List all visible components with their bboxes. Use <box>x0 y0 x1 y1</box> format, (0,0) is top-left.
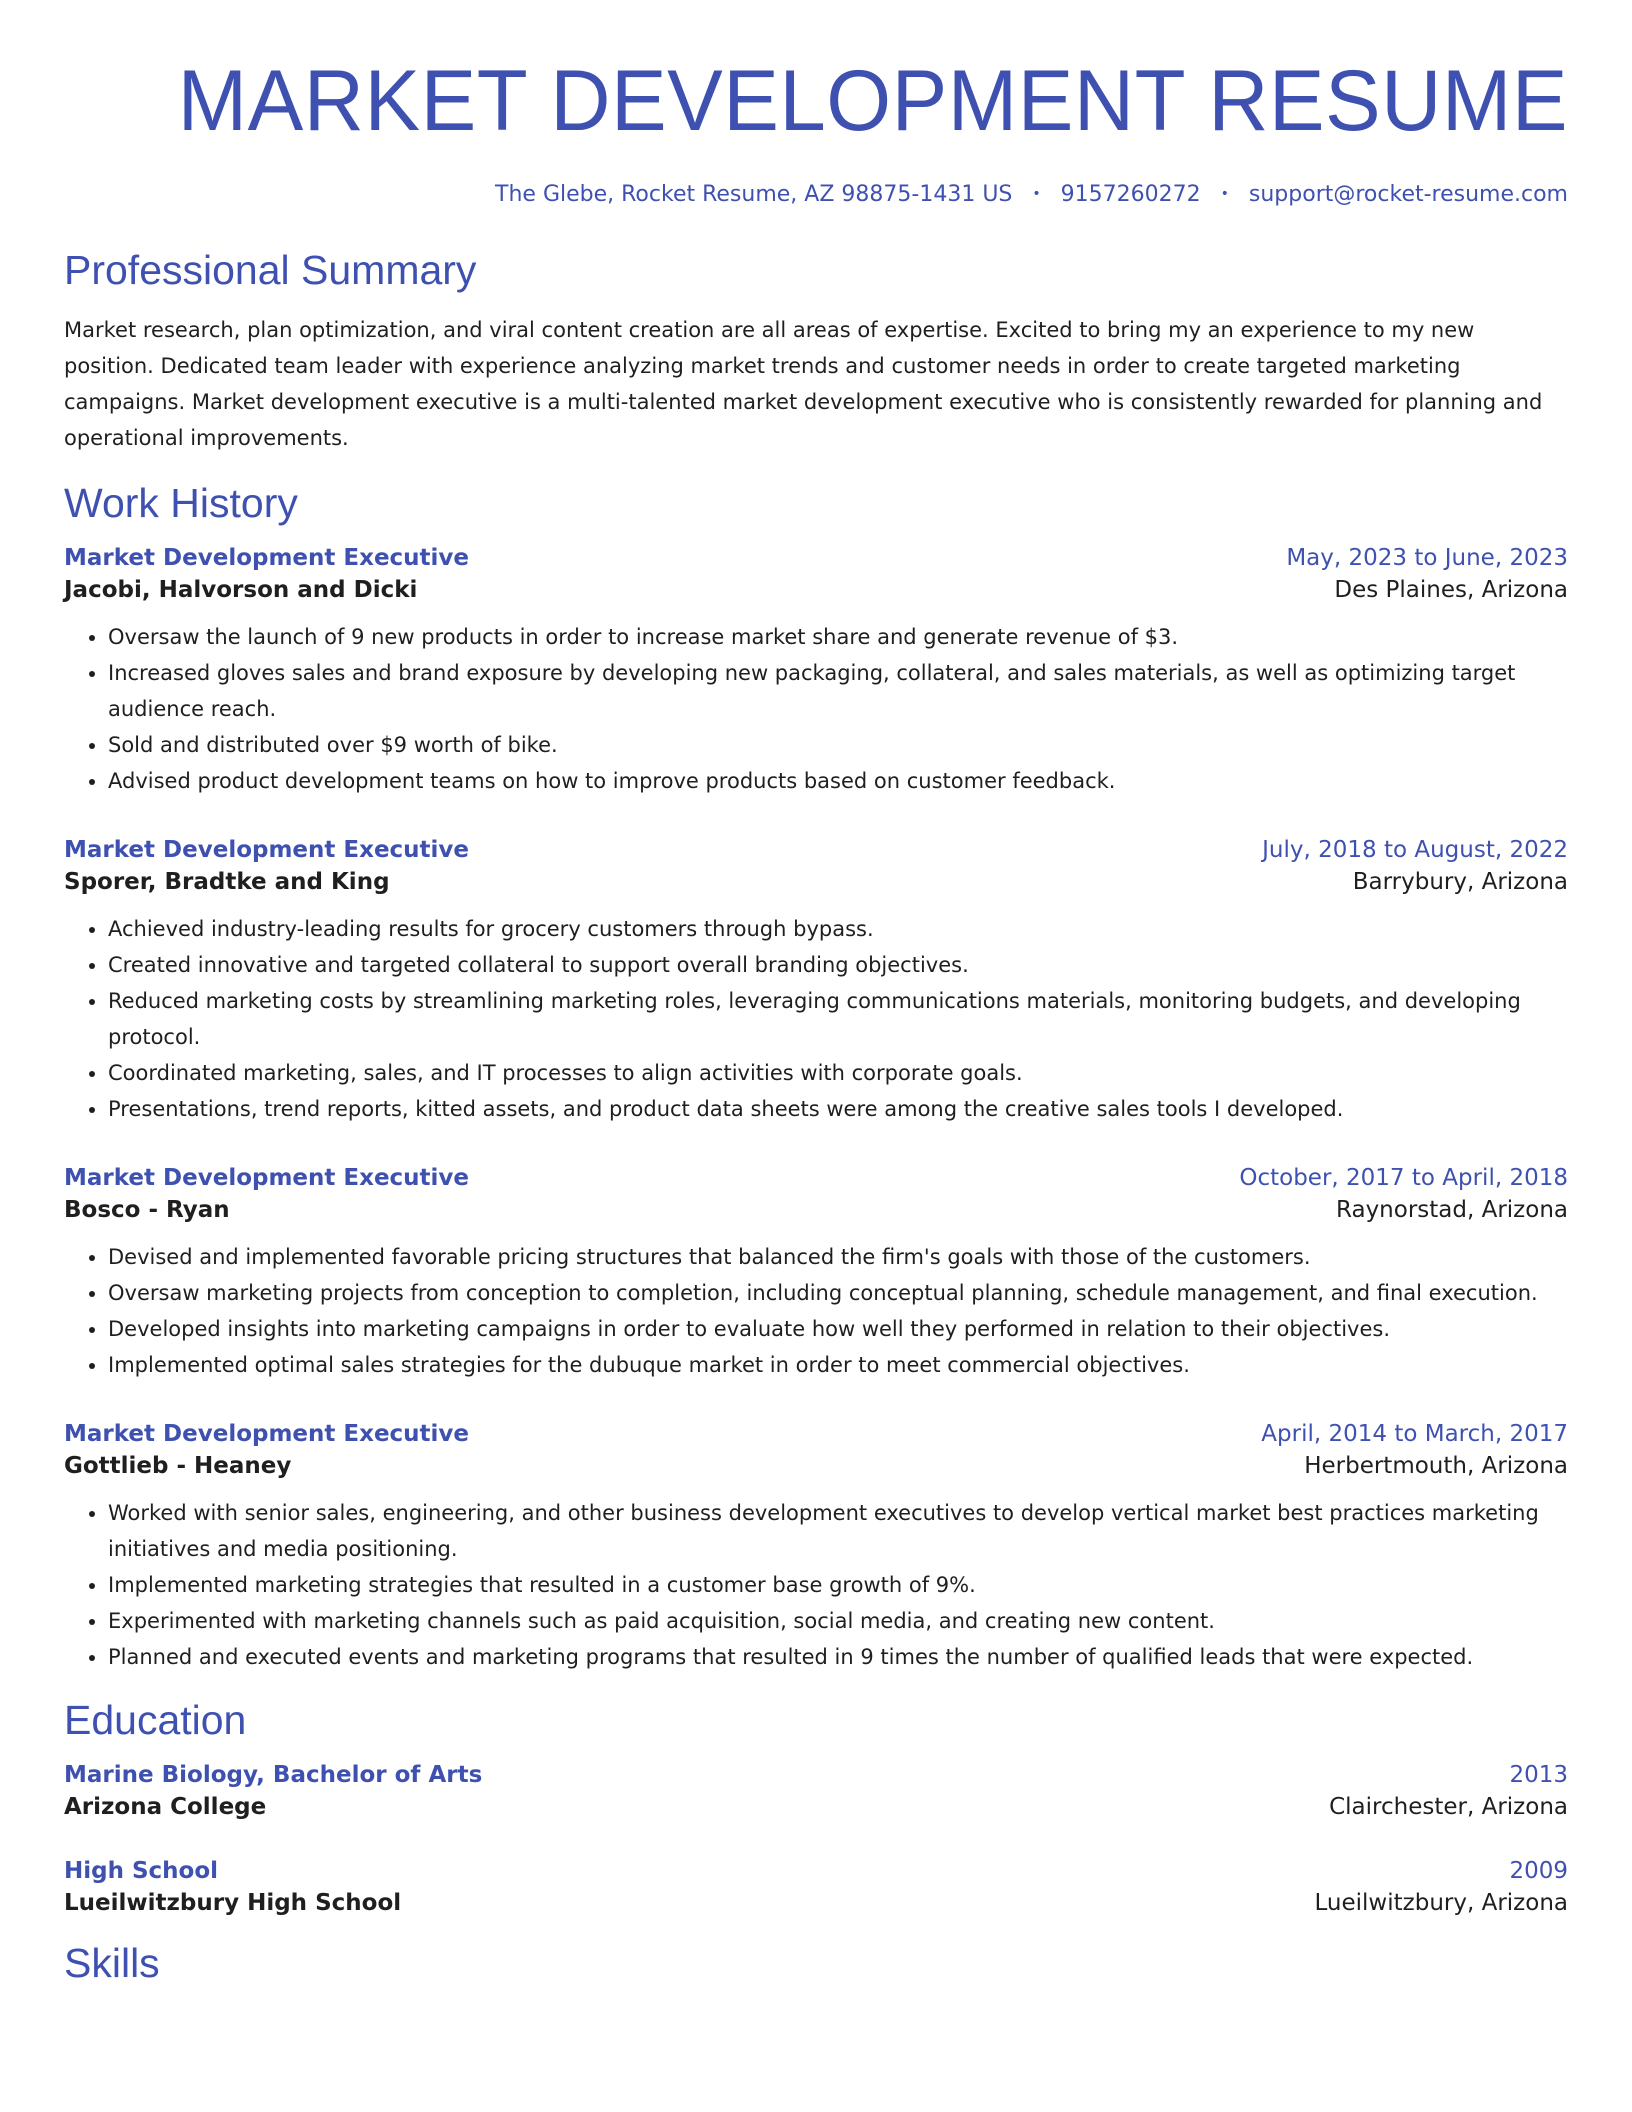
job-company: Bosco - Ryan <box>64 1197 230 1223</box>
job-company: Jacobi, Halvorson and Dicki <box>64 577 418 603</box>
bullet-item: • Coordinated marketing, sales, and IT processes to align activities with corporate goals. <box>108 1055 1568 1091</box>
education-location: Lueilwitzbury, Arizona <box>1314 1890 1568 1916</box>
bullet-item: • Developed insights into marketing campaigns in order to evaluate how well they performed in relation to their objectives. <box>108 1311 1568 1347</box>
bullet-item: • Achieved industry-leading results for grocery customers through bypass. <box>108 911 1568 947</box>
job-entry <box>64 1165 1568 1383</box>
job-dates: April, 2014 to March, 2017 <box>1261 1421 1568 1447</box>
resume-title: MARKET DEVELOPMENT RESUME <box>177 53 1568 149</box>
work-history-heading: Work History <box>64 480 298 526</box>
job-bullets <box>64 1495 1568 1675</box>
bullet-item: • Oversaw the launch of 9 new products in order to increase market share and generate revenue of $3. <box>108 619 1568 655</box>
education-entry <box>64 1858 1568 1916</box>
job-entry <box>64 1421 1568 1675</box>
bullet-item: • Reduced marketing costs by streamlining marketing roles, leveraging communications materials, monitoring budgets, and developing protocol. <box>108 983 1568 1055</box>
job-location: Barrybury, Arizona <box>1352 869 1568 895</box>
job-dates: July, 2018 to August, 2022 <box>1262 837 1568 863</box>
bullet-item: • Sold and distributed over $9 worth of bike. <box>108 727 1568 763</box>
bullet-item: • Advised product development teams on how to improve products based on customer feedback. <box>108 763 1568 799</box>
job-entry <box>64 545 1568 799</box>
contact-line <box>64 182 1568 207</box>
bullet-item: • Experimented with marketing channels such as paid acquisition, social media, and creating new content. <box>108 1603 1568 1639</box>
job-location: Raynorstad, Arizona <box>1336 1197 1568 1223</box>
education-degree: Marine Biology, Bachelor of Arts <box>64 1762 483 1788</box>
bullet-item: • Presentations, trend reports, kitted assets, and product data sheets were among the creative sales tools I developed. <box>108 1091 1568 1127</box>
job-dates: May, 2023 to June, 2023 <box>1286 545 1568 571</box>
bullet-item: • Increased gloves sales and brand exposure by developing new packaging, collateral, and sales materials, as well as optimizing target audience reach. <box>108 655 1568 727</box>
contact-separator: • <box>1032 185 1041 202</box>
education-location: Clairchester, Arizona <box>1329 1794 1568 1820</box>
bullet-item: • Worked with senior sales, engineering, and other business development executives to develop vertical market best practices marketing initiatives and media positioning. <box>108 1495 1568 1567</box>
contact-phone: 9157260272 <box>1060 182 1201 207</box>
job-location: Herbertmouth, Arizona <box>1304 1453 1568 1479</box>
bullet-item: • Oversaw marketing projects from conception to completion, including conceptual planning, schedule management, and final execution. <box>108 1275 1568 1311</box>
job-location: Des Plaines, Arizona <box>1334 577 1568 603</box>
education-degree: High School <box>64 1858 219 1884</box>
education-entry <box>64 1762 1568 1820</box>
education-year: 2013 <box>1509 1762 1568 1788</box>
bullet-item: • Implemented optimal sales strategies for the dubuque market in order to meet commercial objectives. <box>108 1347 1568 1383</box>
contact-email: support@rocket-resume.com <box>1248 182 1568 207</box>
education-school: Arizona College <box>64 1794 267 1820</box>
job-company: Gottlieb - Heaney <box>64 1453 292 1479</box>
summary-text: Market research, plan optimization, and viral content creation are all areas of expertise. Excited to bring my an experience to my new position. Dedicated team leader with experience analyzing market trends and customer needs in order to create targeted marketing campaigns. Market development executive is a multi-talented market development executive who is consistently rewarded for planning and operational improvements. <box>64 318 1543 450</box>
job-role: Market Development Executive <box>64 1165 470 1191</box>
bullet-item: • Planned and executed events and marketing programs that resulted in 9 times the number of qualified leads that were expected. <box>108 1639 1568 1675</box>
education-year: 2009 <box>1509 1858 1568 1884</box>
job-entry <box>64 837 1568 1127</box>
summary-heading: Professional Summary <box>64 247 477 293</box>
bullet-item: • Devised and implemented favorable pricing structures that balanced the firm's goals with those of the customers. <box>108 1239 1568 1275</box>
job-role: Market Development Executive <box>64 1421 470 1447</box>
education-school: Lueilwitzbury High School <box>64 1890 402 1916</box>
job-bullets <box>64 619 1568 799</box>
education-heading: Education <box>64 1697 247 1743</box>
job-role: Market Development Executive <box>64 545 470 571</box>
contact-separator: • <box>1220 185 1229 202</box>
job-company: Sporer, Bradtke and King <box>64 869 390 895</box>
job-bullets <box>64 1239 1568 1383</box>
skills-heading: Skills <box>64 1940 160 1986</box>
job-role: Market Development Executive <box>64 837 470 863</box>
bullet-item: • Created innovative and targeted collateral to support overall branding objectives. <box>108 947 1568 983</box>
bullet-item: • Implemented marketing strategies that resulted in a customer base growth of 9%. <box>108 1567 1568 1603</box>
contact-address: The Glebe, Rocket Resume, AZ 98875-1431 US <box>495 182 1013 207</box>
job-dates: October, 2017 to April, 2018 <box>1239 1165 1568 1191</box>
job-bullets <box>64 911 1568 1127</box>
